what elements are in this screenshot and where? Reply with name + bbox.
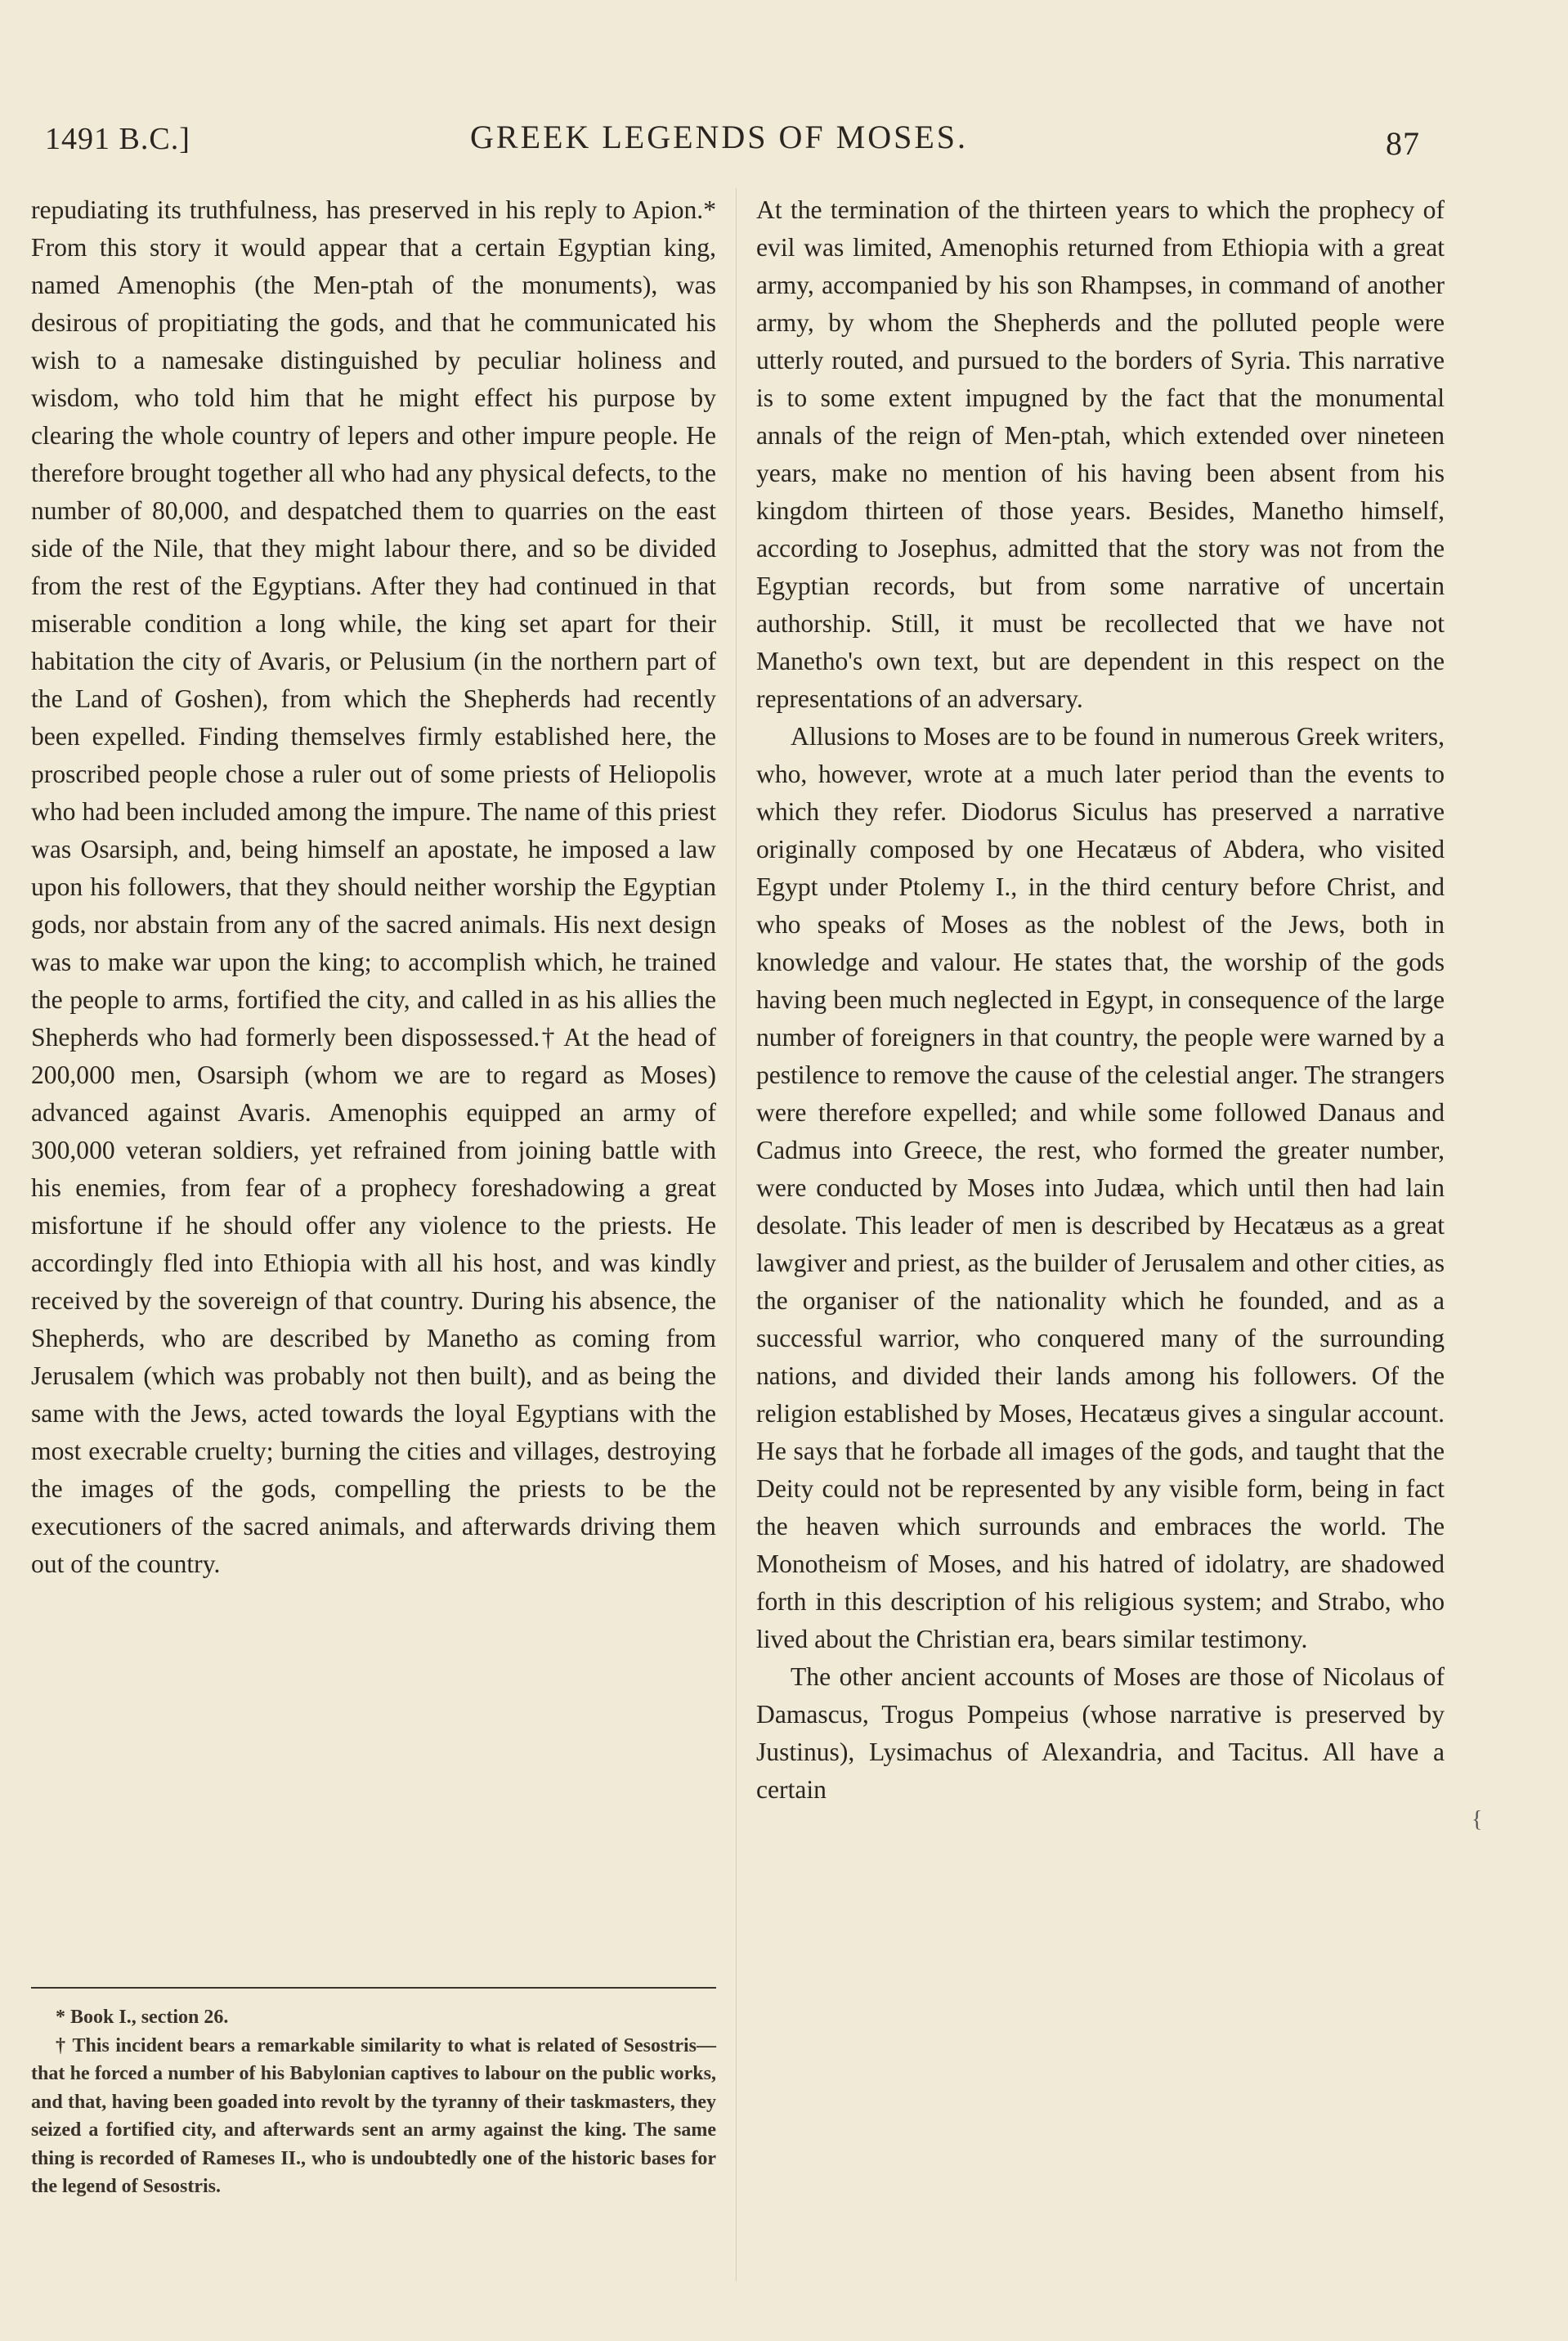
right-paragraph-3: The other ancient accounts of Moses are those of Nicolaus of Damascus, Trogus Pompeius (whose narrative is preserved by Justinus), Lysimachus of Alexandria, and Tacitus. All have a certain xyxy=(756,1662,1445,1804)
column-divider xyxy=(736,188,737,2281)
footnote-rule xyxy=(31,1987,716,1989)
left-paragraph-1: repudiating its truthfulness, has preserved in his reply to Apion.* From this story it would appear that a certain Egyptian king, named Amenophis (the Men-ptah of the monuments), was desirous of propitiating the gods, and that he communicated his wish to a namesake distinguished by peculiar holiness and wisdom, who told him that he might effect his purpose by clearing the whole country of lepers and other impure people. He therefore brought together all who had any physical defects, to the number of 80,000, and despatched them to quarries on the east side of the Nile, that they might labour there, and so be divided from the rest of the Egyptians. After they had continued in that miserable condition a long while, the king set apart for their habitation the city of Avaris, or Pelusium (in the northern part of the Land of Goshen), from which the Shepherds had recently been expelled. Finding themselves firmly established here, the proscribed people chose a ruler out of some priests of Heliopolis who had been included among the impure. The name of this priest was Osarsiph, and, being himself an apostate, he imposed a law upon his followers, that they should neither worship the Egyptian gods, nor abstain from any of the sacred animals. His next design was to make war upon the king; to accomplish which, he trained the people to arms, fortified the city, and called in as his allies the Shepherds who had formerly been dispossessed.† At the head of 200,000 men, Osarsiph (whom we are to regard as Moses) advanced against Avaris. Amenophis equipped an army of 300,000 veteran soldiers, yet refrained from joining battle with his enemies, from fear of a prophecy foreshadowing a great misfortune if he should offer any violence to the priests. He accordingly fled into Ethiopia with all his host, and was kindly received by the sovereign of that country. During his absence, the Shepherds, who are described by Manetho as coming from Jerusalem (which was probably not then built), and as being the same with the Jews, acted towards the loyal Egyptians with the most execrable cruelty; burning the cities and villages, destroying the images of the gods, compelling the priests to be the executioners of the sacred animals, and afterwards driving them out of the country. xyxy=(31,195,716,1578)
footnotes xyxy=(31,2003,716,2201)
header-year: 1491 B.C.] xyxy=(45,122,190,156)
page-number: 87 xyxy=(1386,125,1420,162)
left-column xyxy=(31,191,716,1583)
margin-mark: { xyxy=(1472,1807,1483,1832)
running-header xyxy=(45,114,1435,164)
right-column xyxy=(756,191,1445,1809)
right-paragraph-1: At the termination of the thirteen years to which the prophecy of evil was limited, Amenophis returned from Ethiopia with a great army, accompanied by his son Rhampses, in command of another army, by whom the Shepherds and the polluted people were utterly routed, and pursued to the borders of Syria. This narrative is to some extent impugned by the fact that the monumental annals of the reign of Men-ptah, which extended over nineteen years, make no mention of his having been absent from his kingdom thirteen of those years. Besides, Manetho himself, according to Josephus, admitted that the story was not from the Egyptian records, but from some narrative of uncertain authorship. Still, it must be recollected that we have not Manetho's own text, but are dependent in this respect on the representations of an adversary. xyxy=(756,195,1445,713)
header-title: GREEK LEGENDS OF MOSES. xyxy=(470,119,969,155)
footnote-2: † This incident bears a remarkable similarity to what is related of Sesostris—that he forced a number of his Babylonian captives to labour on the public works, and that, having been goaded into revolt by the tyranny of their taskmasters, they seized a fortified city, and afterwards sent an army against the king. The same thing is recorded of Rameses II., who is undoubtedly one of the historic bases for the legend of Sesostris. xyxy=(31,2034,716,2197)
right-paragraph-2: Allusions to Moses are to be found in numerous Greek writers, who, however, wrote at a much later period than the events to which they refer. Diodorus Siculus has preserved a narrative originally composed by one Hecatæus of Abdera, who visited Egypt under Ptolemy I., in the third century before Christ, and who speaks of Moses as the noblest of the Jews, both in knowledge and valour. He states that, the worship of the gods having been much neglected in Egypt, in consequence of the large number of foreigners in that country, the people were warned by a pestilence to remove the cause of the celestial anger. The strangers were therefore expelled; and while some followed Danaus and Cadmus into Greece, the rest, who formed the greater number, were conducted by Moses into Judæa, which until then had lain desolate. This leader of men is described by Hecatæus as a great lawgiver and priest, as the builder of Jerusalem and other cities, as the organiser of the nationality which he founded, and as a successful warrior, who conquered many of the surrounding nations, and divided their lands among his followers. Of the religion established by Moses, Hecatæus gives a singular account. He says that he forbade all images of the gods, and taught that the Deity could not be represented by any visible form, being in fact the heaven which surrounds and embraces the world. The Monotheism of Moses, and his hatred of idolatry, are shadowed forth in this description of his religious system; and Strabo, who lived about the Christian era, bears similar testimony. xyxy=(756,722,1445,1653)
header-era: B.C.] xyxy=(119,122,190,156)
footnote-1: * Book I., section 26. xyxy=(56,2007,229,2028)
